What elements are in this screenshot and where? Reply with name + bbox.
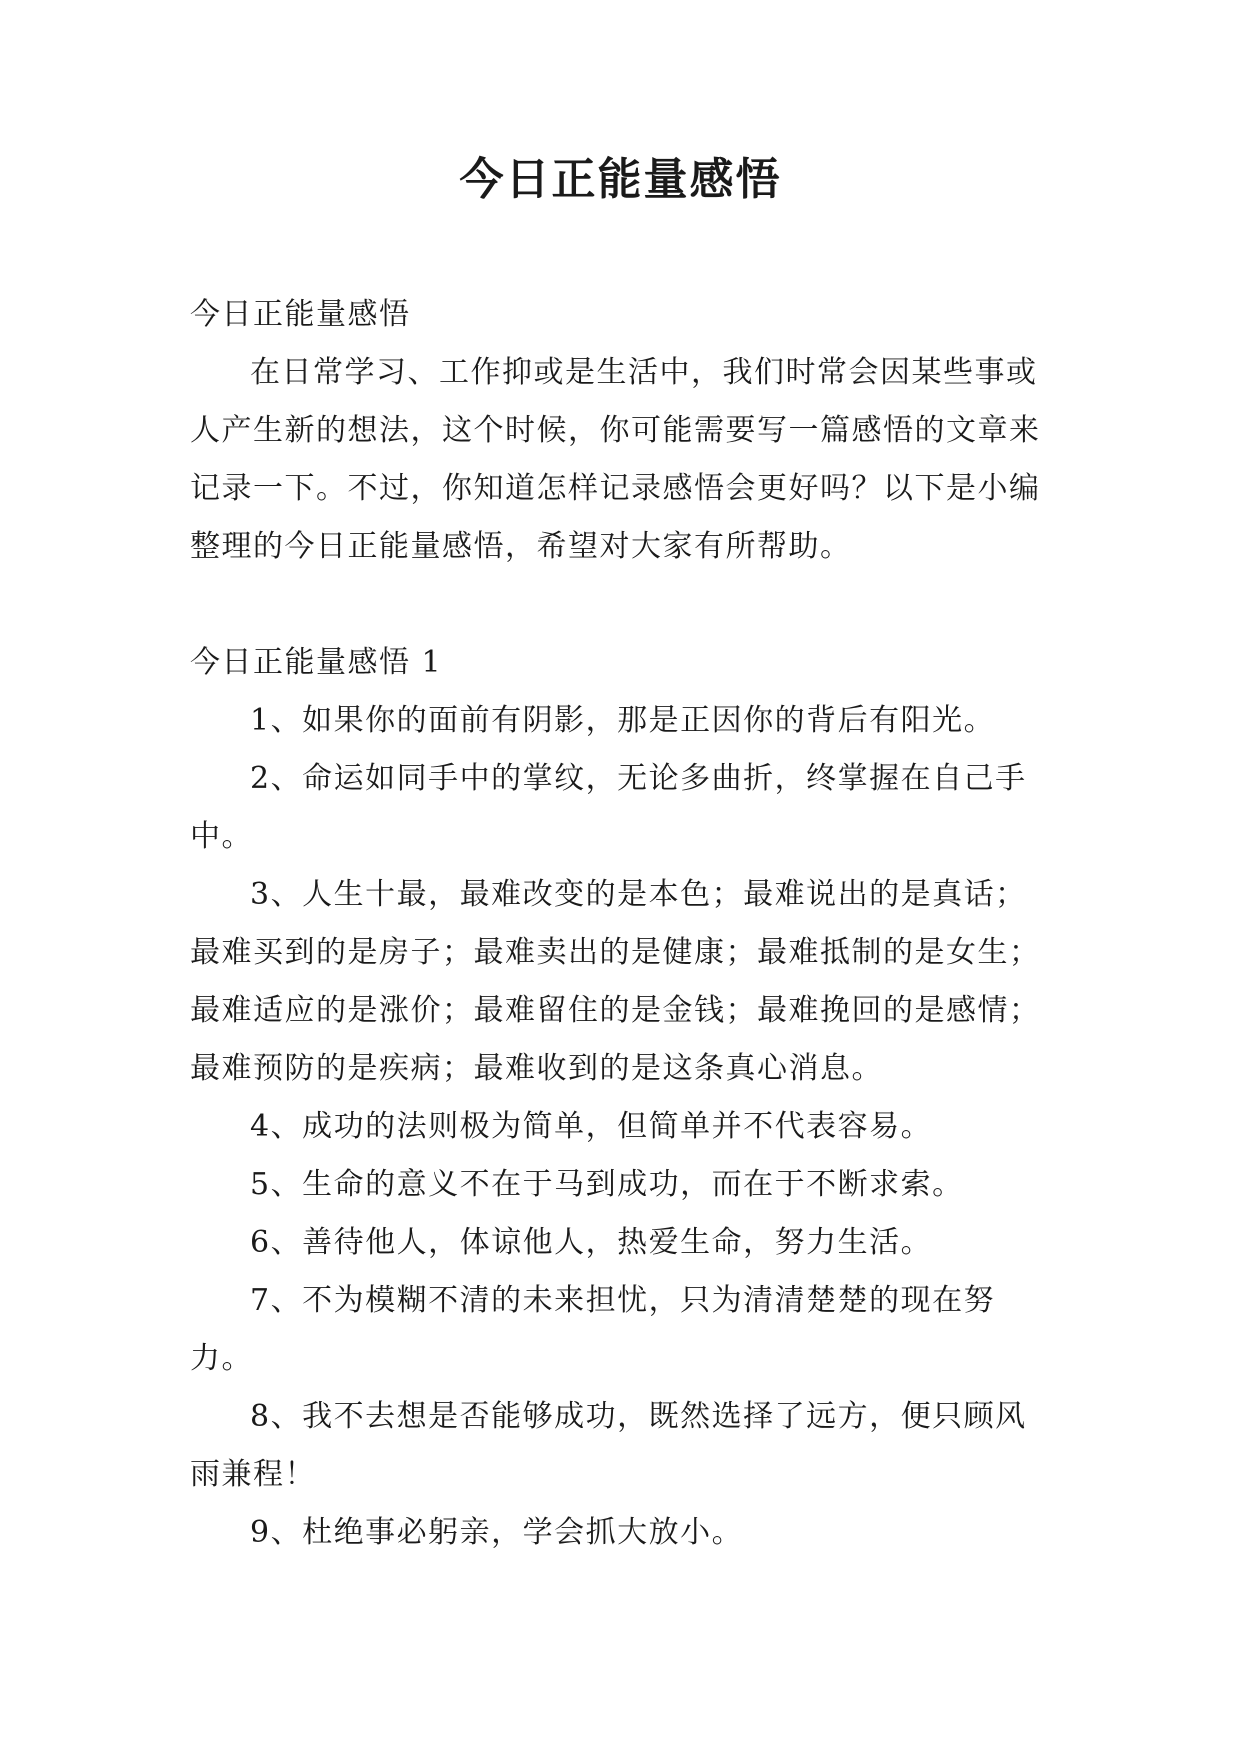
list-item: 5、生命的意义不在于马到成功，而在于不断求索。 xyxy=(250,1167,964,1202)
paragraph-spacer xyxy=(190,576,1058,634)
document-body xyxy=(190,286,1058,1562)
section-title: 今日正能量感悟 1 xyxy=(190,645,443,680)
list-item: 2、命运如同手中的掌纹，无论多曲折，终掌握在自己手中。 xyxy=(190,761,1027,854)
subheading: 今日正能量感悟 xyxy=(190,297,411,332)
page-title: 今日正能量感悟 xyxy=(459,154,782,205)
list-item: 6、善待他人，体谅他人，热爱生命，努力生活。 xyxy=(250,1225,933,1260)
intro-paragraph: 在日常学习、工作抑或是生活中，我们时常会因某些事或人产生新的想法，这个时候，你可能需要写一篇感悟的文章来记录一下。不过，你知道怎样记录感悟会更好吗？以下是小编整理的今日正能量感悟，希望对大家有所帮助。 xyxy=(190,355,1041,564)
list-item: 7、不为模糊不清的未来担忧，只为清清楚楚的现在努力。 xyxy=(190,1283,996,1376)
list-item: 3、人生十最，最难改变的是本色；最难说出的是真话；最难买到的是房子；最难卖出的是健康；最难抵制的是女生；最难适应的是涨价；最难留住的是金钱；最难挽回的是感情；最难预防的是疾病；最难收到的是这条真心消息。 xyxy=(190,877,1041,1086)
list-item: 9、杜绝事必躬亲，学会抓大放小。 xyxy=(250,1515,744,1550)
list-item: 4、成功的法则极为简单，但简单并不代表容易。 xyxy=(250,1109,933,1144)
list-item: 8、我不去想是否能够成功，既然选择了远方，便只顾风雨兼程！ xyxy=(190,1399,1027,1492)
list-item: 1、如果你的面前有阴影，那是正因你的背后有阳光。 xyxy=(250,703,996,738)
